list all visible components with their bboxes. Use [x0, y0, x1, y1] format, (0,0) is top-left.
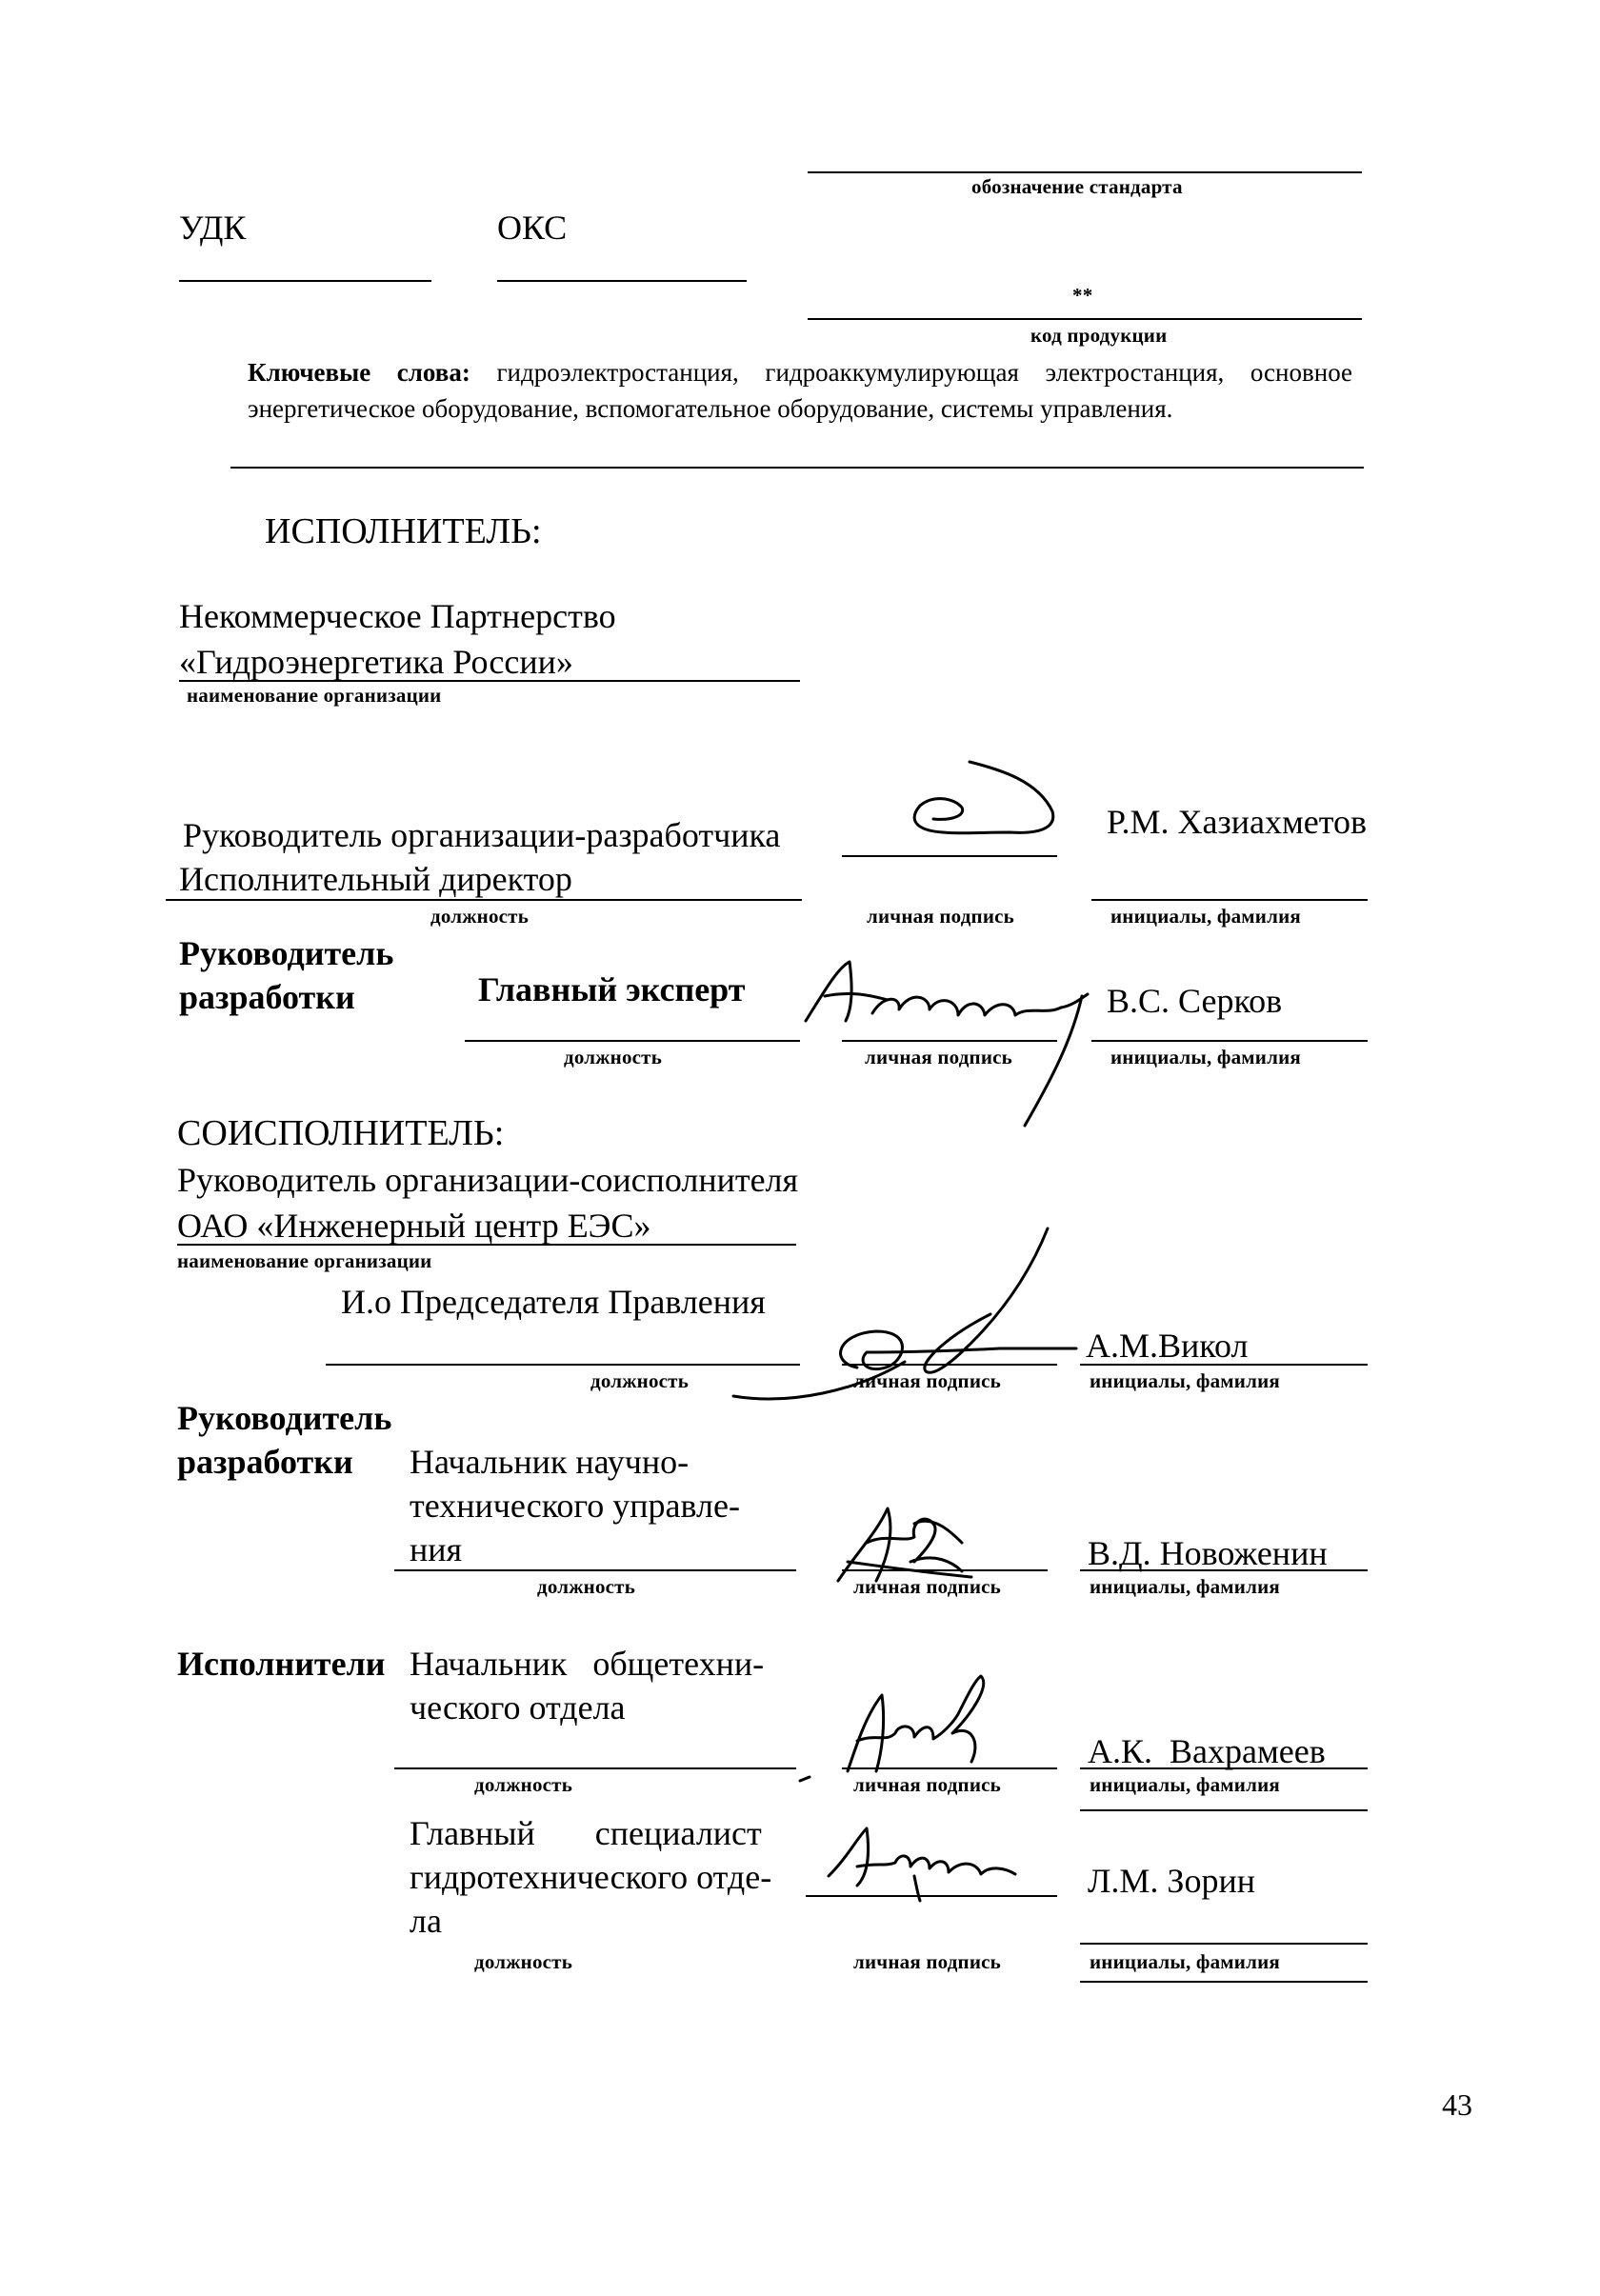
standard-designation-caption: обозначение стандарта — [971, 175, 1183, 198]
executor-dev-lead-signature — [796, 952, 1101, 1133]
coexecutor-org-name: ОАО «Инженерный центр ЕЭС» — [177, 1207, 651, 1245]
keywords-underline — [230, 467, 1364, 469]
product-code-line — [808, 318, 1362, 320]
coexecutor-dev-lead-name-line — [1080, 1569, 1368, 1571]
performer2-name-line — [1080, 1943, 1368, 1945]
coexecutor-acting-signature — [714, 1219, 1114, 1409]
performer2-position-line1: Главный специалист — [410, 1814, 762, 1852]
performer1-name-caption-line — [1080, 1809, 1368, 1811]
page-number: 43 — [1442, 2087, 1472, 2122]
udk-label: УДК — [179, 209, 247, 247]
executor-head-line2: Исполнительный директор — [179, 860, 572, 898]
performer2-position-line3: ла — [410, 1902, 442, 1940]
executor-dev-lead-line1: Руководитель — [179, 934, 394, 972]
coexecutor-dev-lead-position-caption: должность — [537, 1575, 635, 1598]
performer1-name-line — [1080, 1767, 1368, 1769]
coexecutor-dev-lead-position-line1: Начальник научно- — [410, 1443, 690, 1481]
udk-line — [179, 280, 431, 282]
keywords-text: гидроэлектростанция, гидроаккумулирующая электростанция, основное энергетическое оборудование, вспомогательное оборудование, системы управления. — [248, 358, 1353, 423]
performer1-position-caption: должность — [474, 1773, 572, 1796]
performer2-position-line2: гидротехнического отде- — [410, 1858, 772, 1896]
performer2-name-caption-line — [1080, 1981, 1368, 1983]
performers-label: Исполнители — [177, 1645, 386, 1683]
executor-head-line1: Руководитель организации-разработчика — [183, 816, 781, 854]
coexecutor-dev-lead-position-line — [394, 1569, 796, 1571]
performer1-signature — [790, 1657, 1086, 1790]
executor-heading: ИСПОЛНИТЕЛЬ: — [265, 511, 542, 551]
performer1-name: А.К. Вахрамеев — [1088, 1732, 1326, 1770]
coexecutor-dev-lead-signature-caption: личная подпись — [853, 1575, 1001, 1598]
performer2-signature-caption: личная подпись — [853, 1950, 1001, 1973]
coexecutor-dev-lead-name-caption: инициалы, фамилия — [1090, 1575, 1280, 1598]
coexecutor-dev-lead-position-line2: технического управле- — [410, 1487, 740, 1525]
performer1-position-line1: Начальник общетехни- — [410, 1645, 765, 1683]
executor-dev-lead-name: В.С. Серков — [1107, 982, 1283, 1020]
product-code-stars: ** — [1072, 284, 1093, 307]
coexecutor-heading: СОИСПОЛНИТЕЛЬ: — [177, 1113, 505, 1153]
executor-head-name-line — [1091, 899, 1368, 901]
executor-head-position-line — [166, 899, 802, 901]
executor-head-signature — [895, 752, 1067, 867]
executor-dev-lead-position-line — [465, 1040, 800, 1042]
executor-dev-lead-signature-caption: личная подпись — [865, 1046, 1012, 1068]
coexecutor-acting-position: И.о Председателя Правления — [341, 1283, 766, 1321]
performer1-name-caption: инициалы, фамилия — [1090, 1773, 1280, 1796]
coexecutor-dev-lead-position-line3: ния — [410, 1530, 463, 1568]
executor-org-line2: «Гидроэнергетика России» — [179, 643, 573, 681]
executor-head-signature-caption: личная подпись — [867, 905, 1014, 928]
coexecutor-acting-name-caption: инициалы, фамилия — [1090, 1369, 1280, 1392]
coexecutor-acting-position-caption: должность — [590, 1369, 689, 1392]
performer1-position-line2: ческого отдела — [410, 1688, 626, 1727]
coexecutor-org-caption: наименование организации — [177, 1249, 432, 1272]
performer1-position-line — [394, 1767, 796, 1769]
executor-dev-lead-position-caption: должность — [564, 1046, 662, 1068]
coexecutor-org-underline — [177, 1244, 796, 1246]
executor-dev-lead-name-line — [1091, 1040, 1368, 1042]
coexecutor-dev-lead-line2: разработки — [177, 1443, 353, 1481]
performer2-name-caption: инициалы, фамилия — [1090, 1950, 1280, 1973]
coexecutor-head-title: Руководитель организации-соисполнителя — [177, 1161, 799, 1199]
performer2-signature — [819, 1819, 1048, 1905]
product-code-caption: код продукции — [1030, 324, 1168, 347]
coexecutor-dev-lead-name: В.Д. Новоженин — [1088, 1534, 1328, 1572]
executor-org-underline — [179, 680, 800, 682]
executor-dev-lead-position: Главный эксперт — [478, 970, 746, 1008]
executor-org-caption: наименование организации — [187, 684, 442, 707]
keywords-label: Ключевые слова: — [248, 358, 470, 387]
oks-label: ОКС — [497, 209, 568, 247]
coexecutor-acting-signature-caption: личная подпись — [853, 1369, 1001, 1392]
executor-head-name: Р.М. Хазиахметов — [1107, 803, 1367, 841]
executor-dev-lead-name-caption: инициалы, фамилия — [1110, 1046, 1301, 1068]
executor-dev-lead-line2: разработки — [179, 978, 355, 1016]
standard-designation-line — [808, 171, 1362, 173]
performer2-name: Л.М. Зорин — [1088, 1862, 1255, 1900]
executor-head-name-caption: инициалы, фамилия — [1110, 905, 1301, 928]
coexecutor-dev-lead-line1: Руководитель — [177, 1399, 392, 1437]
performer1-signature-caption: личная подпись — [853, 1773, 1001, 1796]
coexecutor-acting-name: А.М.Викол — [1086, 1327, 1249, 1365]
oks-line — [497, 280, 747, 282]
executor-head-position-caption: должность — [430, 905, 529, 928]
coexecutor-acting-name-line — [1080, 1364, 1368, 1366]
performer2-position-caption: должность — [474, 1950, 572, 1973]
coexecutor-dev-lead-signature — [819, 1495, 990, 1600]
executor-org-line1: Некоммерческое Партнерство — [179, 597, 616, 635]
keywords-block — [248, 354, 1352, 427]
